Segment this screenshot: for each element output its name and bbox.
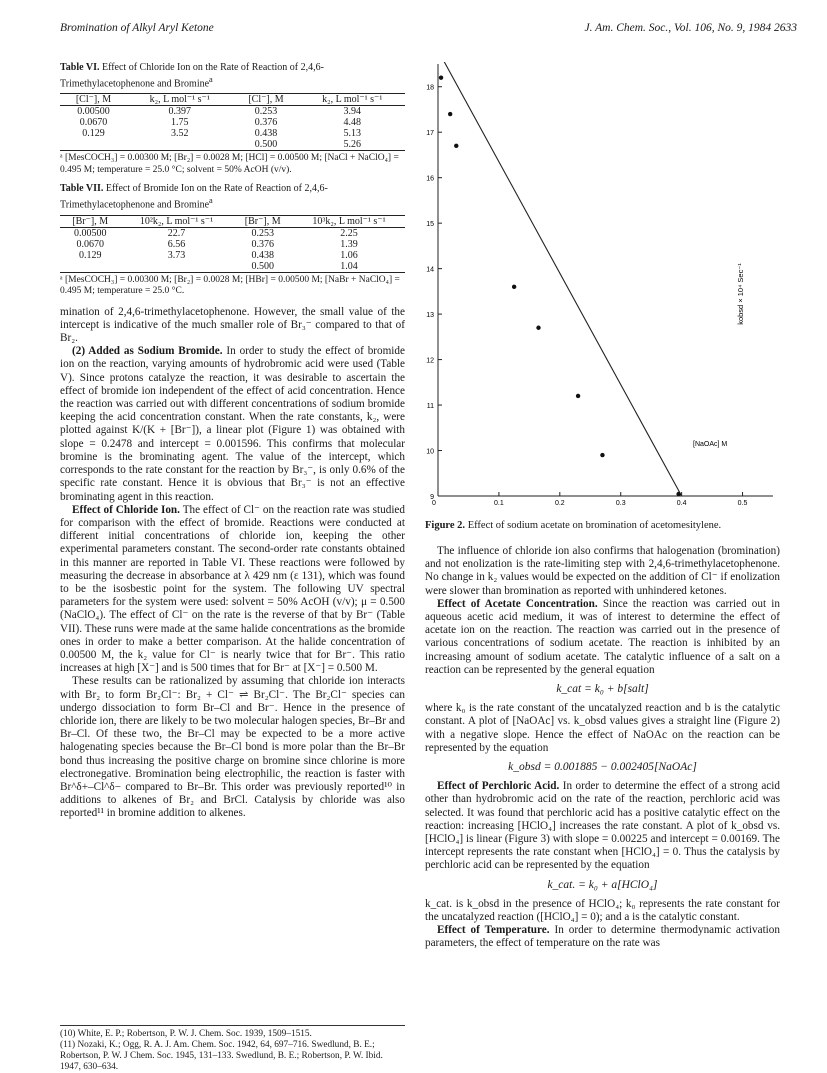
left-column [60,62,405,821]
data-point [576,394,580,398]
table6-label: Table VI. [60,62,100,73]
paragraph: The influence of chloride ion also confirms that halogenation (bromination) and not enolization is the rate-limiting step with 2,4,6-trimethylacetophenone. No change in k₂ values would be expected on the addition of Cl⁻ if enolization were slower than bromination as reported with unhindered ketones. [425,545,780,597]
equation: k_cat = k₀ + b[salt] [556,683,649,696]
paragraph: These results can be rationalized by assuming that chloride ion interacts with Br₂ to form Br₂Cl⁻: Br₂ + Cl⁻ ⇌ Br₂Cl⁻. The Br₂Cl⁻ species can undergo dissociation to form Br–Cl and Br⁻. Hence in the presence of chloride ion, there are likely to be two molecular halogen species, Br–Br and Br–Cl. Of these two, the Br–Cl may be expected to be a more active halogenating species because the Br–Cl bond is more polar than the Br–Br bond thus increasing the positive charge on bromine since chlorine is more electronegative. Bromination being electrophilic, the reaction is faster with Br^δ+–Cl^δ− compared to Br–Br. This order was previously reported¹⁰ in additions to alkenes of Br₂ and BrCl. Catalysis by chloride was also reported¹¹ in bromine addition to alkenes. [60,675,405,820]
paragraph-text: In order to determine thermodynamic activation parameters, the effect of temperature on the rate was [425,924,780,950]
table-cell [127,139,233,151]
table-cell: 0.00500 [77,106,110,118]
x-tick-label: 0.4 [676,500,687,507]
table7 [60,215,405,275]
y-tick-label: 15 [426,221,434,229]
table6-header: [Cl⁻], M [75,94,112,106]
table-cell: 0.129 [82,128,105,140]
data-point [676,492,680,496]
figure2-caption-text: Effect of sodium acetate on bromination of acetomesitylene. [467,520,722,531]
y-tick-label: 17 [426,130,434,138]
table6-caption [60,62,405,90]
paragraph [425,780,780,872]
left-body-text [60,306,405,821]
y-tick-label: 18 [426,84,434,92]
table-cell: 1.06 [340,249,358,261]
reference-item: (10) White, E. P.; Robertson, P. W. J. Chem. Soc. 1939, 1509–1515. [60,1029,312,1039]
equation: k_obsd = 0.001885 − 0.002405[NaOAc] [508,761,697,774]
paragraph [425,924,780,950]
table-cell [60,261,120,273]
section-heading: Effect of Temperature. [437,924,550,937]
data-point [448,112,452,116]
paragraph-text: In order to study the effect of bromide ion on the reaction, varying amounts of hydrobromic acid were used (Table V). Since protons catalyze the reaction, it was desirable to ascertain the effect of bromide ion independent of the effect of acid concentration. Hence the reaction was carried out with different concentrations of sodium bromide keeping the acid concentration constant. When the rate constants, k₂, were plotted against K/(K + [Br⁻]), a linear plot (Figure 1) was obtained with slope = 0.2478 and intercept = 0.001596. This confirms that molecular bromine is the brominating agent. The value of the intercept, which corresponds to the rate constant for the reaction by Br₃⁻, is only 0.6% of the specific rate constant. Hence it is obvious that Br₃⁻ is not an effective brominating agent in this reaction. [60,345,405,503]
table7-footnote: ᵃ [MesCOCH₃] = 0.00300 M; [Br₂] = 0.0028 M; [HBr] = 0.00500 M; [NaBr + NaClO₄] = 0.495 M; temperature = 25.0 °C. [60,274,400,297]
paragraph: k_cat. is k_obsd in the presence of HClO₄; k₀ represents the rate constant for the uncatalyzed reaction ([HClO₄] = 0); and a is the catalytic constant. [425,897,780,924]
y-axis-label: kobsd × 10⁴ Sec⁻¹ [736,263,745,325]
data-point [536,326,540,330]
table6-header: k₂, L mol⁻¹ s⁻¹ [149,94,210,106]
table-cell: 0.253 [254,106,278,118]
table-cell: 4.48 [343,117,361,129]
paragraph-text: In order to determine the effect of a strong acid other than hydrobromic acid on the rate of the reaction, perchloric acid was selected. It was found that perchloric acid has a positive catalytic effect on the reaction: increasing [HClO₄] increases the rate constant. A plot of k_obsd vs. [HClO₄] is linear (Figure 3) with slope = 0.00225 and intercept = 0.00169. The intercept represents the rate constant when [HClO₄] = 0. Thus the catalysis by perchloric acid can be represented by the equation [425,780,780,872]
table-cell: 22.7 [167,227,186,239]
table-cell: 0.129 [78,249,102,261]
table7-caption-text: Effect of Bromide Ion on the Rate of Reaction of 2,4,6-Trimethylacetophenone and Bromine [60,183,328,211]
table-cell: 0.397 [168,106,191,118]
table-cell: 3.73 [167,249,186,261]
figure2-label: Figure 2. [425,520,466,531]
table-cell: 5.26 [343,139,361,151]
table7-header: [Br⁻], M [72,215,109,227]
table-cell: 0.0670 [79,117,108,129]
data-point [512,285,516,289]
figure2-plot [418,62,788,517]
references [60,1025,405,1073]
table-cell: 3.94 [343,106,361,118]
y-tick-label: 13 [426,312,434,320]
y-tick-label: 11 [426,403,434,411]
paragraph [60,345,405,503]
x-tick-label: 0.3 [615,500,626,507]
table-cell: 0.376 [251,238,274,250]
fit-line [438,62,682,496]
table-cell: 0.500 [251,260,274,272]
table7-header: 10²k₂, L mol⁻¹ s⁻¹ [139,215,214,227]
table-cell: 0.438 [254,128,278,140]
y-tick-label: 14 [426,266,434,274]
y-tick-label: 12 [426,357,434,365]
x-tick-label: 0.1 [494,500,504,507]
y-tick-label: 10 [426,448,434,456]
paragraph: where k₀ is the rate constant of the uncatalyzed reaction and b is the catalytic constant. A plot of [NaOAc] vs. k_obsd values gives a straight line (Figure 2) with a negative slope. Hence the effect of NaOAc on the reaction can be represented by the equation [425,702,780,754]
x-tick-label: 0 [432,500,436,507]
y-tick-label: 16 [426,175,434,183]
table7-caption [60,183,405,211]
y-tick-label: 9 [430,494,434,501]
section-heading: Effect of Chloride Ion. [72,503,180,516]
table6-header: k₂, L mol⁻¹ s⁻¹ [322,94,383,106]
table6 [60,93,405,153]
paragraph: mination of 2,4,6-trimethylacetophenone. However, the small value of the intercept is indicative of the much smaller role of Br₃⁻ compared to that of Br₂. [60,305,405,345]
table-cell [60,139,127,151]
running-header-title: Bromination of Alkyl Aryl Ketone [60,22,214,34]
figure2-caption [425,519,780,532]
right-body-text [425,545,780,951]
figure2 [418,62,788,517]
table6-caption-text: Effect of Chloride Ion on the Rate of Reaction of 2,4,6-Trimethylacetophenone and Bromine [60,62,324,90]
x-tick-label: 0.2 [554,500,565,507]
table-cell: 2.25 [340,227,358,239]
equation: k_cat. = k₀ + a[HClO₄] [547,878,658,891]
table-cell: 0.376 [254,117,278,129]
table-cell: 0.253 [251,227,274,239]
table-cell: 1.39 [340,238,358,250]
section-heading: (2) Added as Sodium Bromide. [72,345,223,358]
table-cell: 0.00500 [73,227,107,239]
paragraph-text: The effect of Cl⁻ on the reaction rate was studied for comparison with the effect of bromide. Reactions were conducted at different initial concentrations of chloride ion, keeping the other experimental parameters constant. The second-order rate constants obtained in this manner are reported in Table VI. These reactions were followed by measuring the decrease in absorbance at λ 429 nm (ε 131), which was found to be the isosbestic point for the system. The following UV spectral parameters for the system were used: solvent = 50% AcOH (v/v); μ = 0.500 (NaClO₄). The effect of Cl⁻ on the rate is the reverse of that by Br⁻ (Table VII). These runs were made at the same halide concentrations as the bromide ones in order to make a better comparison. At the halide concentration of 0.00500 M, the k₂ value for Cl⁻ is nearly twice that for Br⁻. This ratio increases at high [X⁻] and is 500 times that for Br⁻ at [X⁻] = 0.500 M. [60,503,405,675]
table-cell: 0.500 [254,139,278,151]
paragraph-text: Since the reaction was carried out in aqueous acetic acid medium, it was of interest to determine the effect of acetate ion on the reaction. The reaction was carried out in the presence of various concentrations of sodium acetate. The reaction is inhibited by an increasing amount of sodium acetate. The catalytic influence of a salt on a reaction can be represented by the general equation [425,597,780,676]
data-point [439,75,443,79]
section-heading: Effect of Perchloric Acid. [437,780,560,793]
table7-label: Table VII. [60,183,104,195]
table-cell: 6.56 [167,238,186,250]
running-header-journal: J. Am. Chem. Soc., Vol. 106, No. 9, 1984 2633 [584,22,797,34]
table-cell: 0.438 [251,249,274,261]
data-point [600,453,604,457]
table-cell: 3.52 [170,128,189,140]
table-cell: 5.13 [343,128,361,140]
table6-footnote: ᵃ [MesCOCH₃] = 0.00300 M; [Br₂] = 0.0028 M; [HCl] = 0.00500 M; [NaCl + NaClO₄] = 0.495 M; temperature = 25.0 °C; solvent = 50% AcOH (v/v). [60,153,399,175]
paragraph [425,598,780,677]
table-cell [120,261,232,273]
table7-header: 10³k₂, L mol⁻¹ s⁻¹ [312,215,386,227]
table-cell: 1.04 [340,260,358,272]
paragraph [60,504,405,676]
table7-caption-mark: a [209,196,213,206]
table-cell: 1.75 [170,117,189,129]
table-cell: 0.0670 [76,238,104,250]
table6-header: [Cl⁻], M [248,94,284,106]
reference-item: (11) Nozaki, K.; Ogg, R. A. J. Am. Chem. Soc. 1942, 64, 697–716. Swedlund, B. E.; Robertson, P. W. J Chem. Soc. 1945, 131–133. Swedlund, B. E.; Robertson, P. W. Ibid. 1947, 630–634. [60,1040,383,1072]
table7-header: [Br⁻], M [244,215,281,227]
x-axis-label: [NaOAc] M [693,441,728,448]
data-point [454,144,458,148]
table6-caption-mark: a [209,75,213,84]
section-heading: Effect of Acetate Concentration. [437,597,598,610]
x-tick-label: 0.5 [737,500,748,507]
